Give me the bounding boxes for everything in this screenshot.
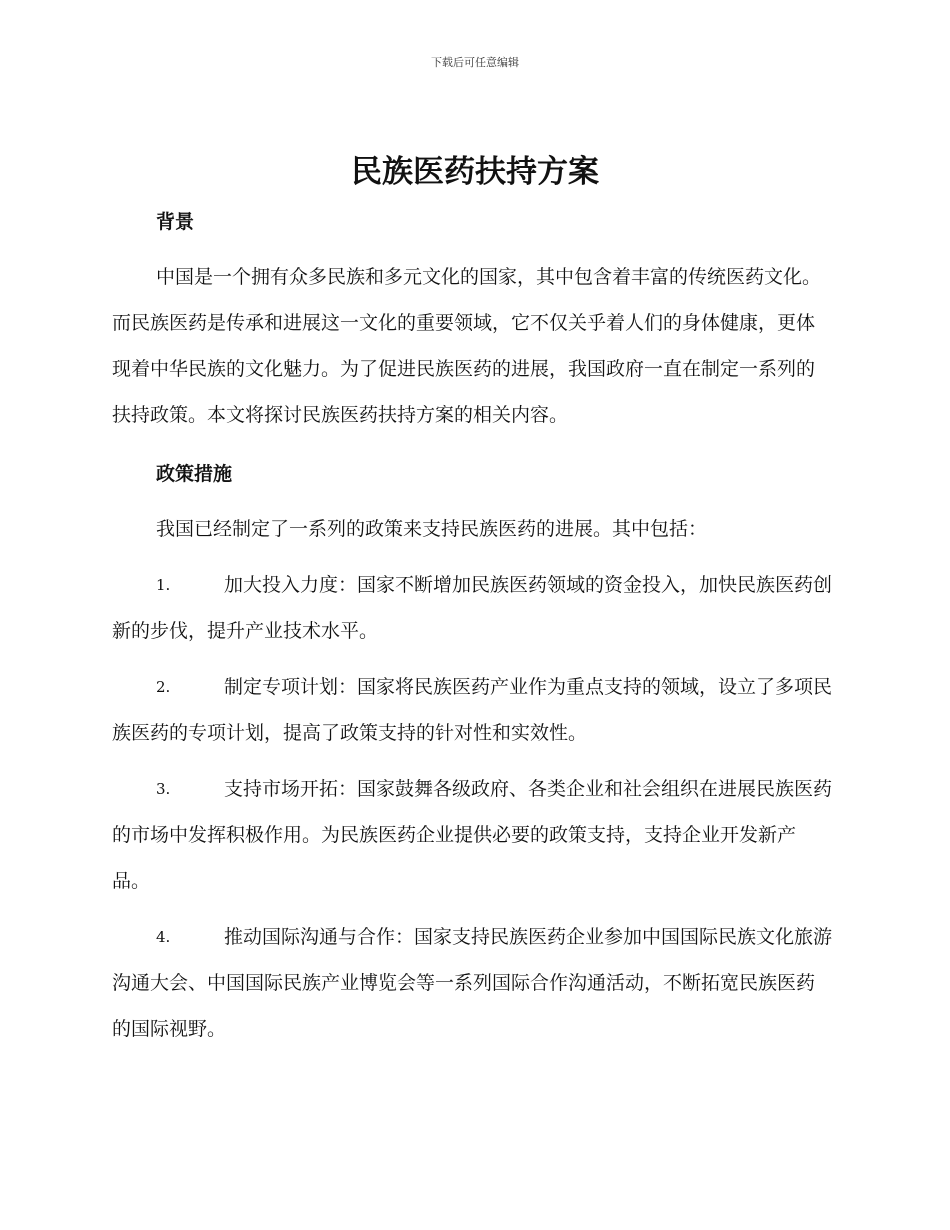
section-heading-background: 背景 — [156, 211, 195, 233]
document-body — [112, 200, 832, 1052]
document-title: 民族医药扶持方案 — [351, 154, 599, 190]
header-note: 下载后可任意编辑 — [431, 56, 519, 69]
section-heading-policy: 政策措施 — [156, 463, 233, 485]
list-item-number: 4. — [156, 928, 171, 946]
list-item-number: 1. — [156, 576, 171, 594]
policy-list-item — [112, 766, 832, 904]
policy-list-item — [112, 664, 832, 756]
list-item-text: 制定专项计划：国家将民族医药产业作为重点支持的领域，设立了多项民族医药的专项计划，提高了政策支持的针对性和实效性。 — [112, 676, 833, 744]
list-item-text: 加大投入力度：国家不断增加民族医药领域的资金投入，加快民族医药创新的步伐，提升产业技术水平。 — [112, 574, 833, 642]
list-item-number: 2. — [156, 678, 171, 696]
policy-list-item — [112, 914, 832, 1052]
policy-list-item — [112, 562, 832, 654]
list-item-text: 支持市场开拓：国家鼓舞各级政府、各类企业和社会组织在进展民族医药的市场中发挥积极作用。为民族医药企业提供必要的政策支持，支持企业开发新产品。 — [112, 778, 833, 892]
list-item-text: 推动国际沟通与合作：国家支持民族医药企业参加中国国际民族文化旅游沟通大会、中国国际民族产业博览会等一系列国际合作沟通活动，不断拓宽民族医药的国际视野。 — [112, 926, 833, 1040]
background-paragraph: 中国是一个拥有众多民族和多元文化的国家，其中包含着丰富的传统医药文化。而民族医药是传承和进展这一文化的重要领域，它不仅关乎着人们的身体健康，更体现着中华民族的文化魅力。为了促进民族医药的进展，我国政府一直在制定一系列的扶持政策。本文将探讨民族医药扶持方案的相关内容。 — [112, 266, 822, 426]
list-item-number: 3. — [156, 780, 171, 798]
policy-intro-paragraph: 我国已经制定了一系列的政策来支持民族医药的进展。其中包括： — [156, 518, 708, 540]
